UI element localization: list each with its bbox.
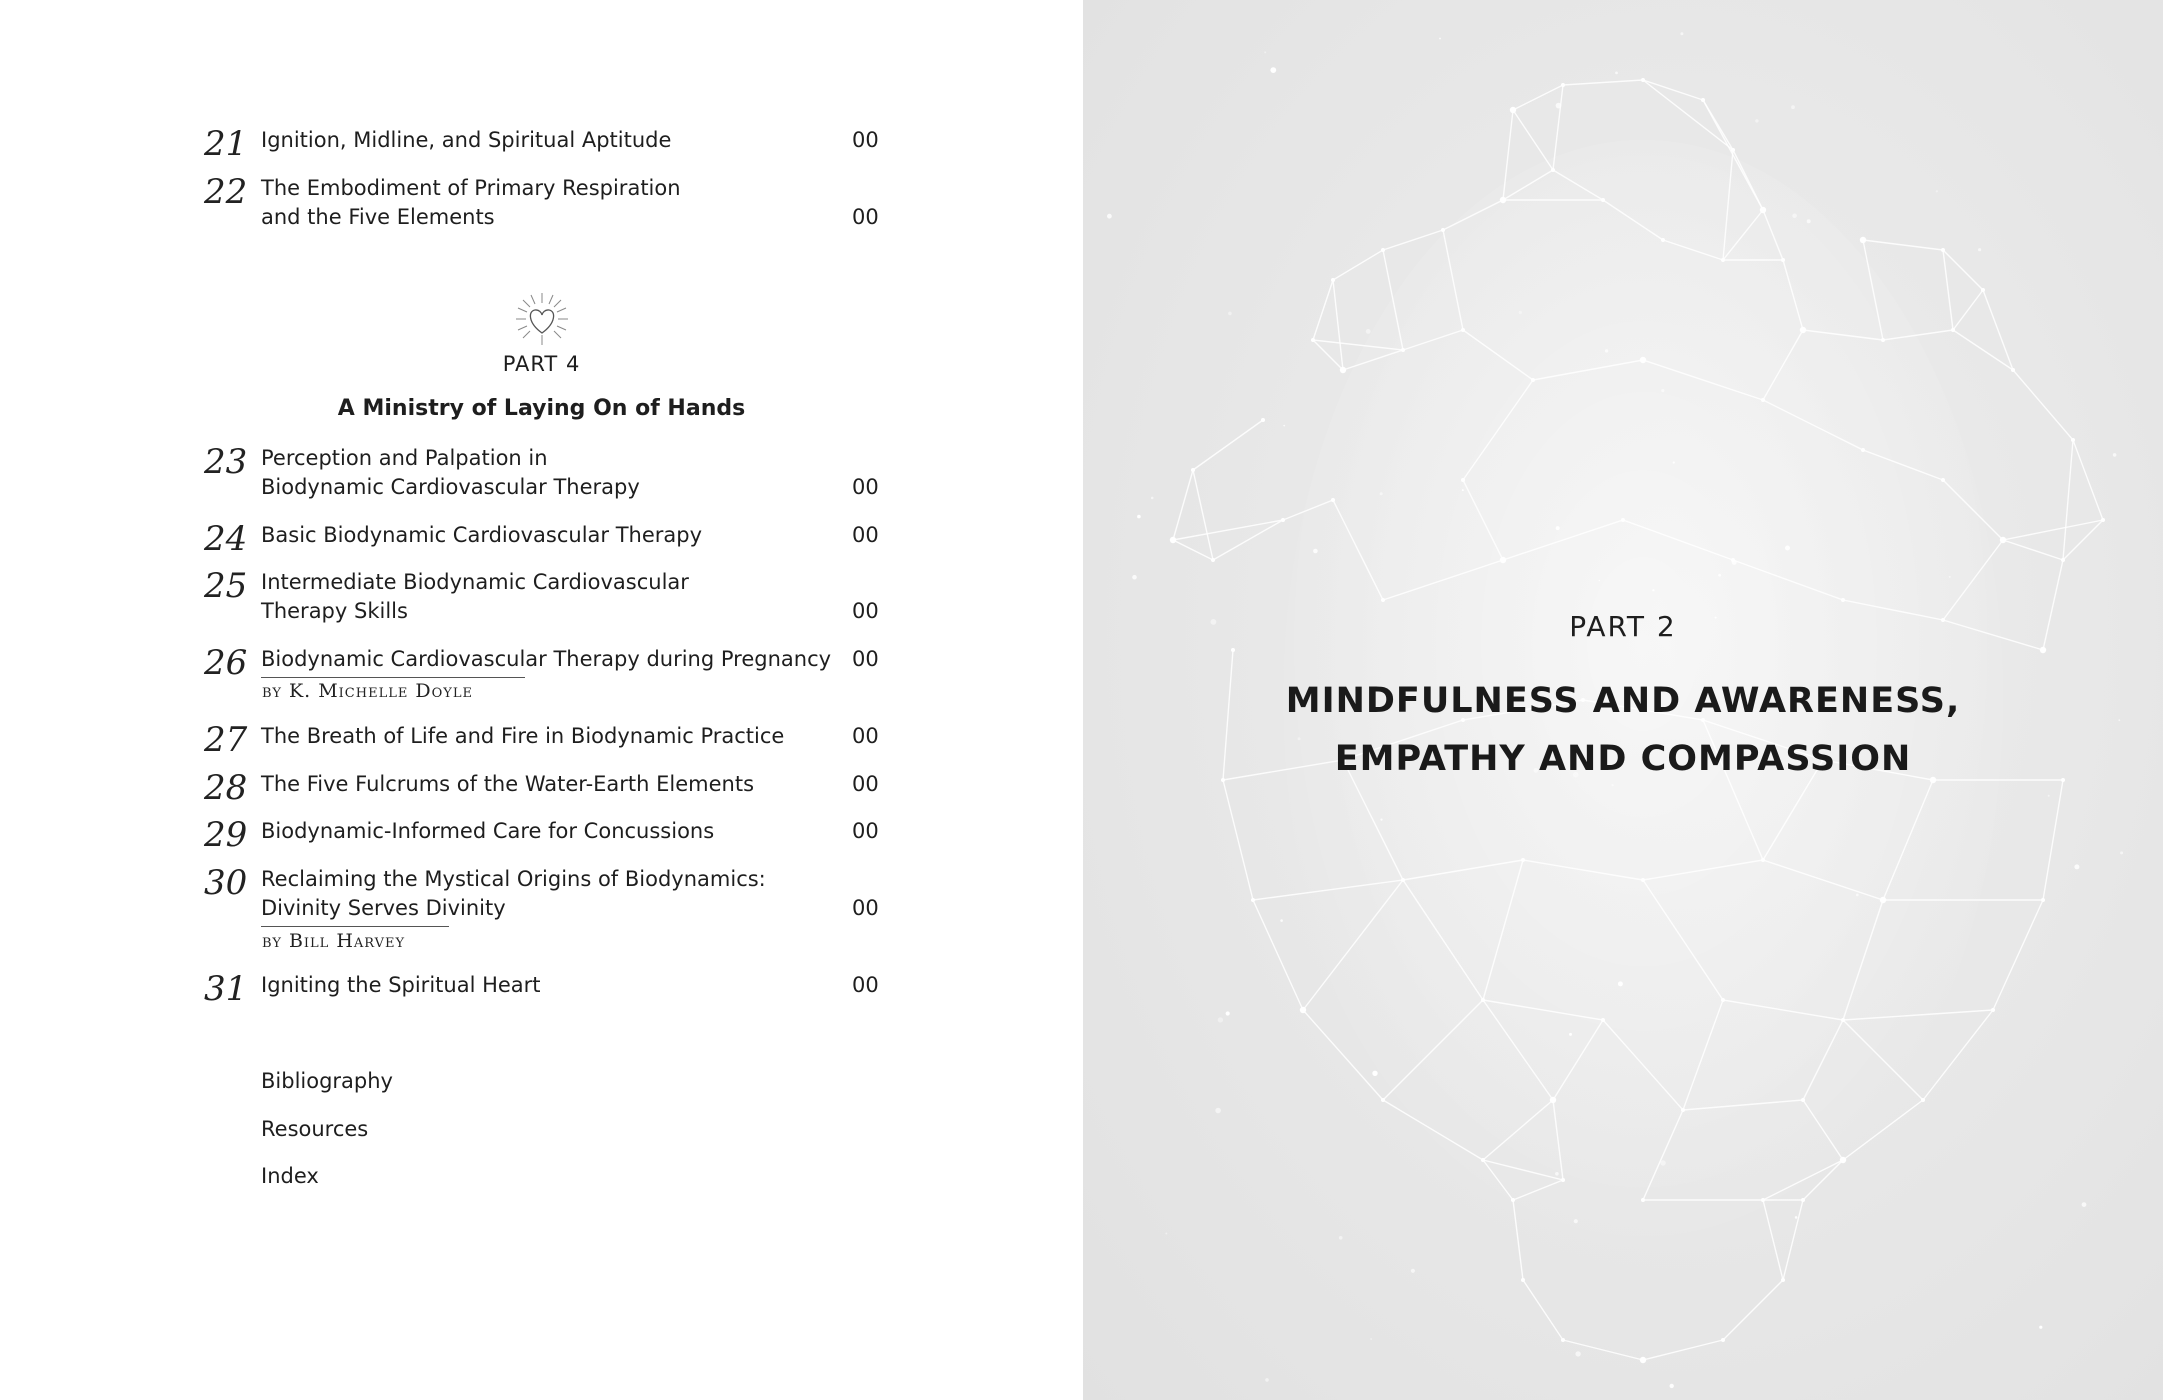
toc-resources[interactable]: Resources — [261, 1117, 369, 1141]
wireframe-node — [1441, 228, 1445, 232]
wireframe-edge — [1223, 780, 1253, 900]
wireframe-edge — [1193, 470, 1213, 560]
wireframe-node — [1721, 998, 1725, 1002]
wireframe-edge — [1953, 290, 1983, 330]
sparkle-dot — [1680, 32, 1683, 35]
sparkle-dot — [1732, 560, 1737, 565]
chapter-number: 31 — [204, 969, 248, 1009]
wireframe-node — [1231, 648, 1235, 652]
sparkle-dot — [1556, 526, 1560, 530]
sparkle-dot — [1949, 576, 1951, 578]
wireframe-edge — [1313, 280, 1333, 340]
wireframe-edge — [1643, 80, 1703, 100]
sparkle-dot — [2082, 1202, 2087, 1207]
chapter-title-continued: Therapy Skills — [261, 599, 408, 623]
sparkle-dot — [1574, 1219, 1578, 1223]
wireframe-edge — [1313, 340, 1343, 370]
sparkle-dot — [1792, 214, 1797, 219]
page-number: 00 — [852, 896, 879, 920]
wireframe-node — [1731, 148, 1735, 152]
sparkle-dot — [1575, 1351, 1580, 1356]
wireframe-node — [1661, 238, 1665, 242]
sparkle-dot — [1265, 1378, 1269, 1382]
wireframe-node — [1170, 537, 1176, 543]
wireframe-edge — [2073, 440, 2103, 520]
chapter-title: Biodynamic-Informed Care for Concussions — [261, 819, 715, 843]
wireframe-node — [1721, 1338, 1725, 1342]
wireframe-node — [1500, 557, 1506, 563]
byline-rule — [261, 926, 449, 927]
sparkle-dot — [1132, 575, 1137, 580]
sparkle-dot — [1755, 119, 1758, 122]
wireframe-node — [1881, 338, 1885, 342]
sparkle-dot — [1462, 489, 1464, 491]
wireframe-node — [1941, 248, 1945, 252]
wireframe-edge — [1563, 80, 1643, 85]
wireframe-node — [1761, 398, 1765, 402]
wireframe-node — [1701, 98, 1705, 102]
wireframe-node — [1331, 498, 1335, 502]
wireframe-node — [1761, 1198, 1765, 1202]
wireframe-edge — [1863, 240, 1943, 250]
sparkle-dot — [1652, 589, 1654, 591]
sparkle-dot — [1372, 1071, 1377, 1076]
sparkle-dot — [2120, 851, 2123, 854]
wireframe-edge — [1523, 1280, 1563, 1340]
right-page — [1083, 0, 2163, 1400]
wireframe-node — [1880, 897, 1886, 903]
chapter-number: 22 — [204, 172, 248, 212]
chapter-title: The Breath of Life and Fire in Biodynamic Practice — [261, 724, 785, 748]
wireframe-edge — [1983, 290, 2013, 370]
wireframe-node — [1640, 1357, 1646, 1363]
chapter-title: The Embodiment of Primary Respiration — [261, 176, 681, 200]
wireframe-edge — [1643, 1340, 1723, 1360]
wireframe-node — [1841, 598, 1845, 602]
part-title — [1083, 672, 2163, 788]
wireframe-node — [2101, 518, 2105, 522]
wireframe-node — [1561, 83, 1565, 87]
wireframe-edge — [1953, 330, 2013, 370]
sparkle-dot — [1339, 1236, 1343, 1240]
wireframe-node — [1801, 1198, 1805, 1202]
sparkle-dot — [1283, 425, 1285, 427]
sparkle-dot — [1218, 1017, 1223, 1022]
chapter-title: Reclaiming the Mystical Origins of Biodynamics: — [261, 867, 766, 891]
sparkle-dot — [1660, 1160, 1665, 1165]
sparkle-dot — [1661, 389, 1664, 392]
chapter-number: 29 — [204, 815, 248, 855]
wireframe-node — [1991, 1008, 1995, 1012]
sparkle-dot — [1380, 492, 1383, 495]
wireframe-edge — [1943, 250, 1953, 330]
sparkle-dot — [1439, 38, 1441, 40]
page-number: 00 — [852, 475, 879, 499]
wireframe-node — [1921, 1098, 1925, 1102]
sparkle-dot — [1807, 219, 1811, 223]
chapter-number: 28 — [204, 768, 248, 808]
wireframe-edge — [1173, 540, 1213, 560]
chapter-number: 30 — [204, 863, 248, 903]
part-title-line: EMPATHY AND COMPASSION — [1334, 739, 1912, 779]
wireframe-node — [1941, 478, 1945, 482]
chapter-byline: by Bill Harvey — [262, 930, 406, 952]
sparkle-dot — [1519, 311, 1522, 314]
wireframe-node — [1500, 197, 1506, 203]
sparkle-dot — [1599, 580, 1601, 582]
wireframe-node — [1641, 78, 1645, 82]
wireframe-edge — [1253, 900, 1303, 1010]
sparkle-dot — [1791, 105, 1795, 109]
wireframe-node — [1481, 998, 1485, 1002]
wireframe-node — [1981, 288, 1985, 292]
wireframe-node — [1261, 418, 1265, 422]
wireframe-node — [1461, 478, 1465, 482]
sparkle-dot — [1270, 67, 1276, 73]
chapter-number: 21 — [204, 124, 248, 164]
wireframe-edge — [2003, 540, 2063, 560]
page-number: 00 — [852, 772, 879, 796]
wireframe-edge — [2063, 520, 2103, 560]
wireframe-node — [2041, 898, 2045, 902]
wireframe-node — [2011, 368, 2015, 372]
sparkle-dot — [1555, 1172, 1559, 1176]
part-label: PART 4 — [502, 352, 581, 376]
chapter-title: The Five Fulcrums of the Water-Earth Elements — [261, 772, 755, 796]
byline-rule — [261, 677, 525, 678]
wireframe-node — [1781, 258, 1785, 262]
sparkle-dot — [2039, 1326, 2042, 1329]
sunburst-heart-icon — [514, 291, 570, 347]
chapter-number: 25 — [204, 566, 248, 606]
sparkle-dot — [1411, 1269, 1415, 1273]
chapter-title-continued: Divinity Serves Divinity — [261, 896, 506, 920]
wireframe-node — [1331, 278, 1335, 282]
sparkle-dot — [2113, 453, 2117, 457]
wireframe-node — [1281, 518, 1285, 522]
sparkle-dot — [1137, 515, 1141, 519]
wireframe-node — [1951, 328, 1955, 332]
page-number: 00 — [852, 523, 879, 547]
toc-index[interactable]: Index — [261, 1164, 319, 1188]
chapter-title: Intermediate Biodynamic Cardiovascular — [261, 570, 689, 594]
chapter-number: 27 — [204, 720, 248, 760]
part-title-line: MINDFULNESS AND AWARENESS, — [1285, 681, 1961, 721]
wireframe-node — [1861, 448, 1865, 452]
page-number: 00 — [852, 647, 879, 671]
wireframe-edge — [1643, 80, 1733, 150]
sparkle-dot — [1618, 981, 1623, 986]
wireframe-node — [1621, 518, 1625, 522]
wireframe-node — [2071, 438, 2075, 442]
sparkle-dot — [1215, 1108, 1221, 1114]
wireframe-node — [1481, 1158, 1485, 1162]
wireframe-node — [1561, 1338, 1565, 1342]
wireframe-node — [1601, 198, 1605, 202]
wireframe-edge — [1513, 85, 1563, 110]
wireframe-node — [1681, 1108, 1685, 1112]
wireframe-node — [1841, 1018, 1845, 1022]
page-number: 00 — [852, 205, 879, 229]
part-title: A Ministry of Laying On of Hands — [337, 396, 746, 421]
wireframe-node — [1721, 258, 1725, 262]
wireframe-node — [1381, 248, 1385, 252]
wireframe-node — [1761, 858, 1765, 862]
wireframe-edge — [1193, 420, 1263, 470]
chapter-number: 26 — [204, 643, 248, 683]
wireframe-edge — [1993, 900, 2043, 1010]
wireframe-node — [1550, 1097, 1556, 1103]
wireframe-node — [1461, 328, 1465, 332]
page-number: 00 — [852, 819, 879, 843]
wireframe-edge — [2003, 520, 2103, 540]
wireframe-node — [1521, 1278, 1525, 1282]
chapter-title: Ignition, Midline, and Spiritual Aptitude — [261, 128, 672, 152]
wireframe-node — [1340, 367, 1346, 373]
sparkle-dot — [1673, 461, 1675, 463]
sparkle-dot — [1370, 1338, 1372, 1340]
part-label: PART 2 — [1569, 610, 1677, 643]
wireframe-edge — [1943, 250, 1983, 290]
wireframe-node — [1641, 878, 1645, 882]
sparkle-dot — [1795, 1216, 1798, 1219]
wireframe-node — [1801, 1098, 1805, 1102]
wireframe-node — [1511, 1198, 1515, 1202]
wireframe-edge — [1563, 1340, 1643, 1360]
sparkle-dot — [1228, 312, 1232, 316]
sparkle-dot — [1615, 72, 1618, 75]
wireframe-node — [1381, 1098, 1385, 1102]
wireframe-node — [1510, 107, 1516, 113]
chapter-title: Perception and Palpation in — [261, 446, 548, 470]
wireframe-edge — [2043, 780, 2063, 900]
wireframe-node — [1800, 327, 1806, 333]
chapter-number: 24 — [204, 519, 248, 559]
chapter-title-continued: and the Five Elements — [261, 205, 495, 229]
sparkle-dot — [1670, 1384, 1674, 1388]
page-number: 00 — [852, 128, 879, 152]
wireframe-node — [1311, 338, 1315, 342]
wireframe-edge — [1333, 250, 1383, 280]
sparkle-dot — [1556, 103, 1562, 109]
page-number: 00 — [852, 599, 879, 623]
sparkle-dot — [2074, 864, 2079, 869]
sparkle-dot — [1165, 1233, 1167, 1235]
wireframe-node — [1601, 1018, 1605, 1022]
wireframe-node — [1401, 878, 1405, 882]
sparkle-dot — [1718, 574, 1721, 577]
wireframe-node — [1640, 357, 1646, 363]
wireframe-node — [1760, 207, 1766, 213]
sparkle-dot — [2048, 795, 2050, 797]
wireframe-node — [1531, 378, 1535, 382]
wireframe-node — [1300, 1007, 1306, 1013]
sparkle-dot — [1569, 1033, 1572, 1036]
wireframe-node — [1781, 1278, 1785, 1282]
sparkle-dot — [1366, 329, 1371, 334]
sparkle-dot — [1605, 349, 1608, 352]
page-number: 00 — [852, 724, 879, 748]
sparkle-dot — [1380, 819, 1382, 821]
sparkle-dot — [1280, 919, 1283, 922]
wireframe-node — [1561, 1178, 1565, 1182]
chapter-title: Igniting the Spiritual Heart — [261, 973, 541, 997]
sparkle-dot — [1313, 549, 1318, 554]
chapter-title-continued: Biodynamic Cardiovascular Therapy — [261, 475, 640, 499]
wireframe-node — [1251, 898, 1255, 902]
page-number: 00 — [852, 973, 879, 997]
wireframe-edge — [2013, 370, 2073, 440]
wireframe-node — [1401, 348, 1405, 352]
sparkle-dot — [1264, 51, 1266, 53]
sparkle-dot — [1978, 248, 1981, 251]
wireframe-edge — [1513, 110, 1553, 170]
wireframe-node — [1641, 1198, 1645, 1202]
sparkle-dot — [1107, 214, 1112, 219]
wireframe-edge — [1333, 280, 1343, 370]
wireframe-edge — [1723, 1280, 1783, 1340]
sparkle-dot — [1785, 546, 1790, 551]
wireframe-node — [1860, 237, 1866, 243]
chapter-number: 23 — [204, 442, 248, 482]
wireframe-node — [1521, 858, 1525, 862]
sparkle-dot — [1936, 190, 1938, 192]
wireframe-node — [2061, 558, 2065, 562]
wireframe-node — [1381, 598, 1385, 602]
wireframe-edge — [2063, 440, 2073, 560]
sparkle-dot — [1226, 1011, 1230, 1015]
wireframe-node — [1551, 168, 1555, 172]
chapter-title: Basic Biodynamic Cardiovascular Therapy — [261, 523, 703, 547]
wireframe-node — [2040, 647, 2046, 653]
toc-bibliography[interactable]: Bibliography — [261, 1069, 393, 1093]
sparkle-dot — [1856, 894, 1859, 897]
wireframe-edge — [1173, 470, 1193, 540]
chapter-title: Biodynamic Cardiovascular Therapy during Pregnancy — [261, 647, 832, 671]
wireframe-node — [1211, 558, 1215, 562]
sparkle-dot — [1151, 497, 1154, 500]
wireframe-node — [2000, 537, 2006, 543]
chapter-byline: by K. Michelle Doyle — [262, 680, 473, 702]
wireframe-node — [1840, 1157, 1846, 1163]
wireframe-node — [1191, 468, 1195, 472]
